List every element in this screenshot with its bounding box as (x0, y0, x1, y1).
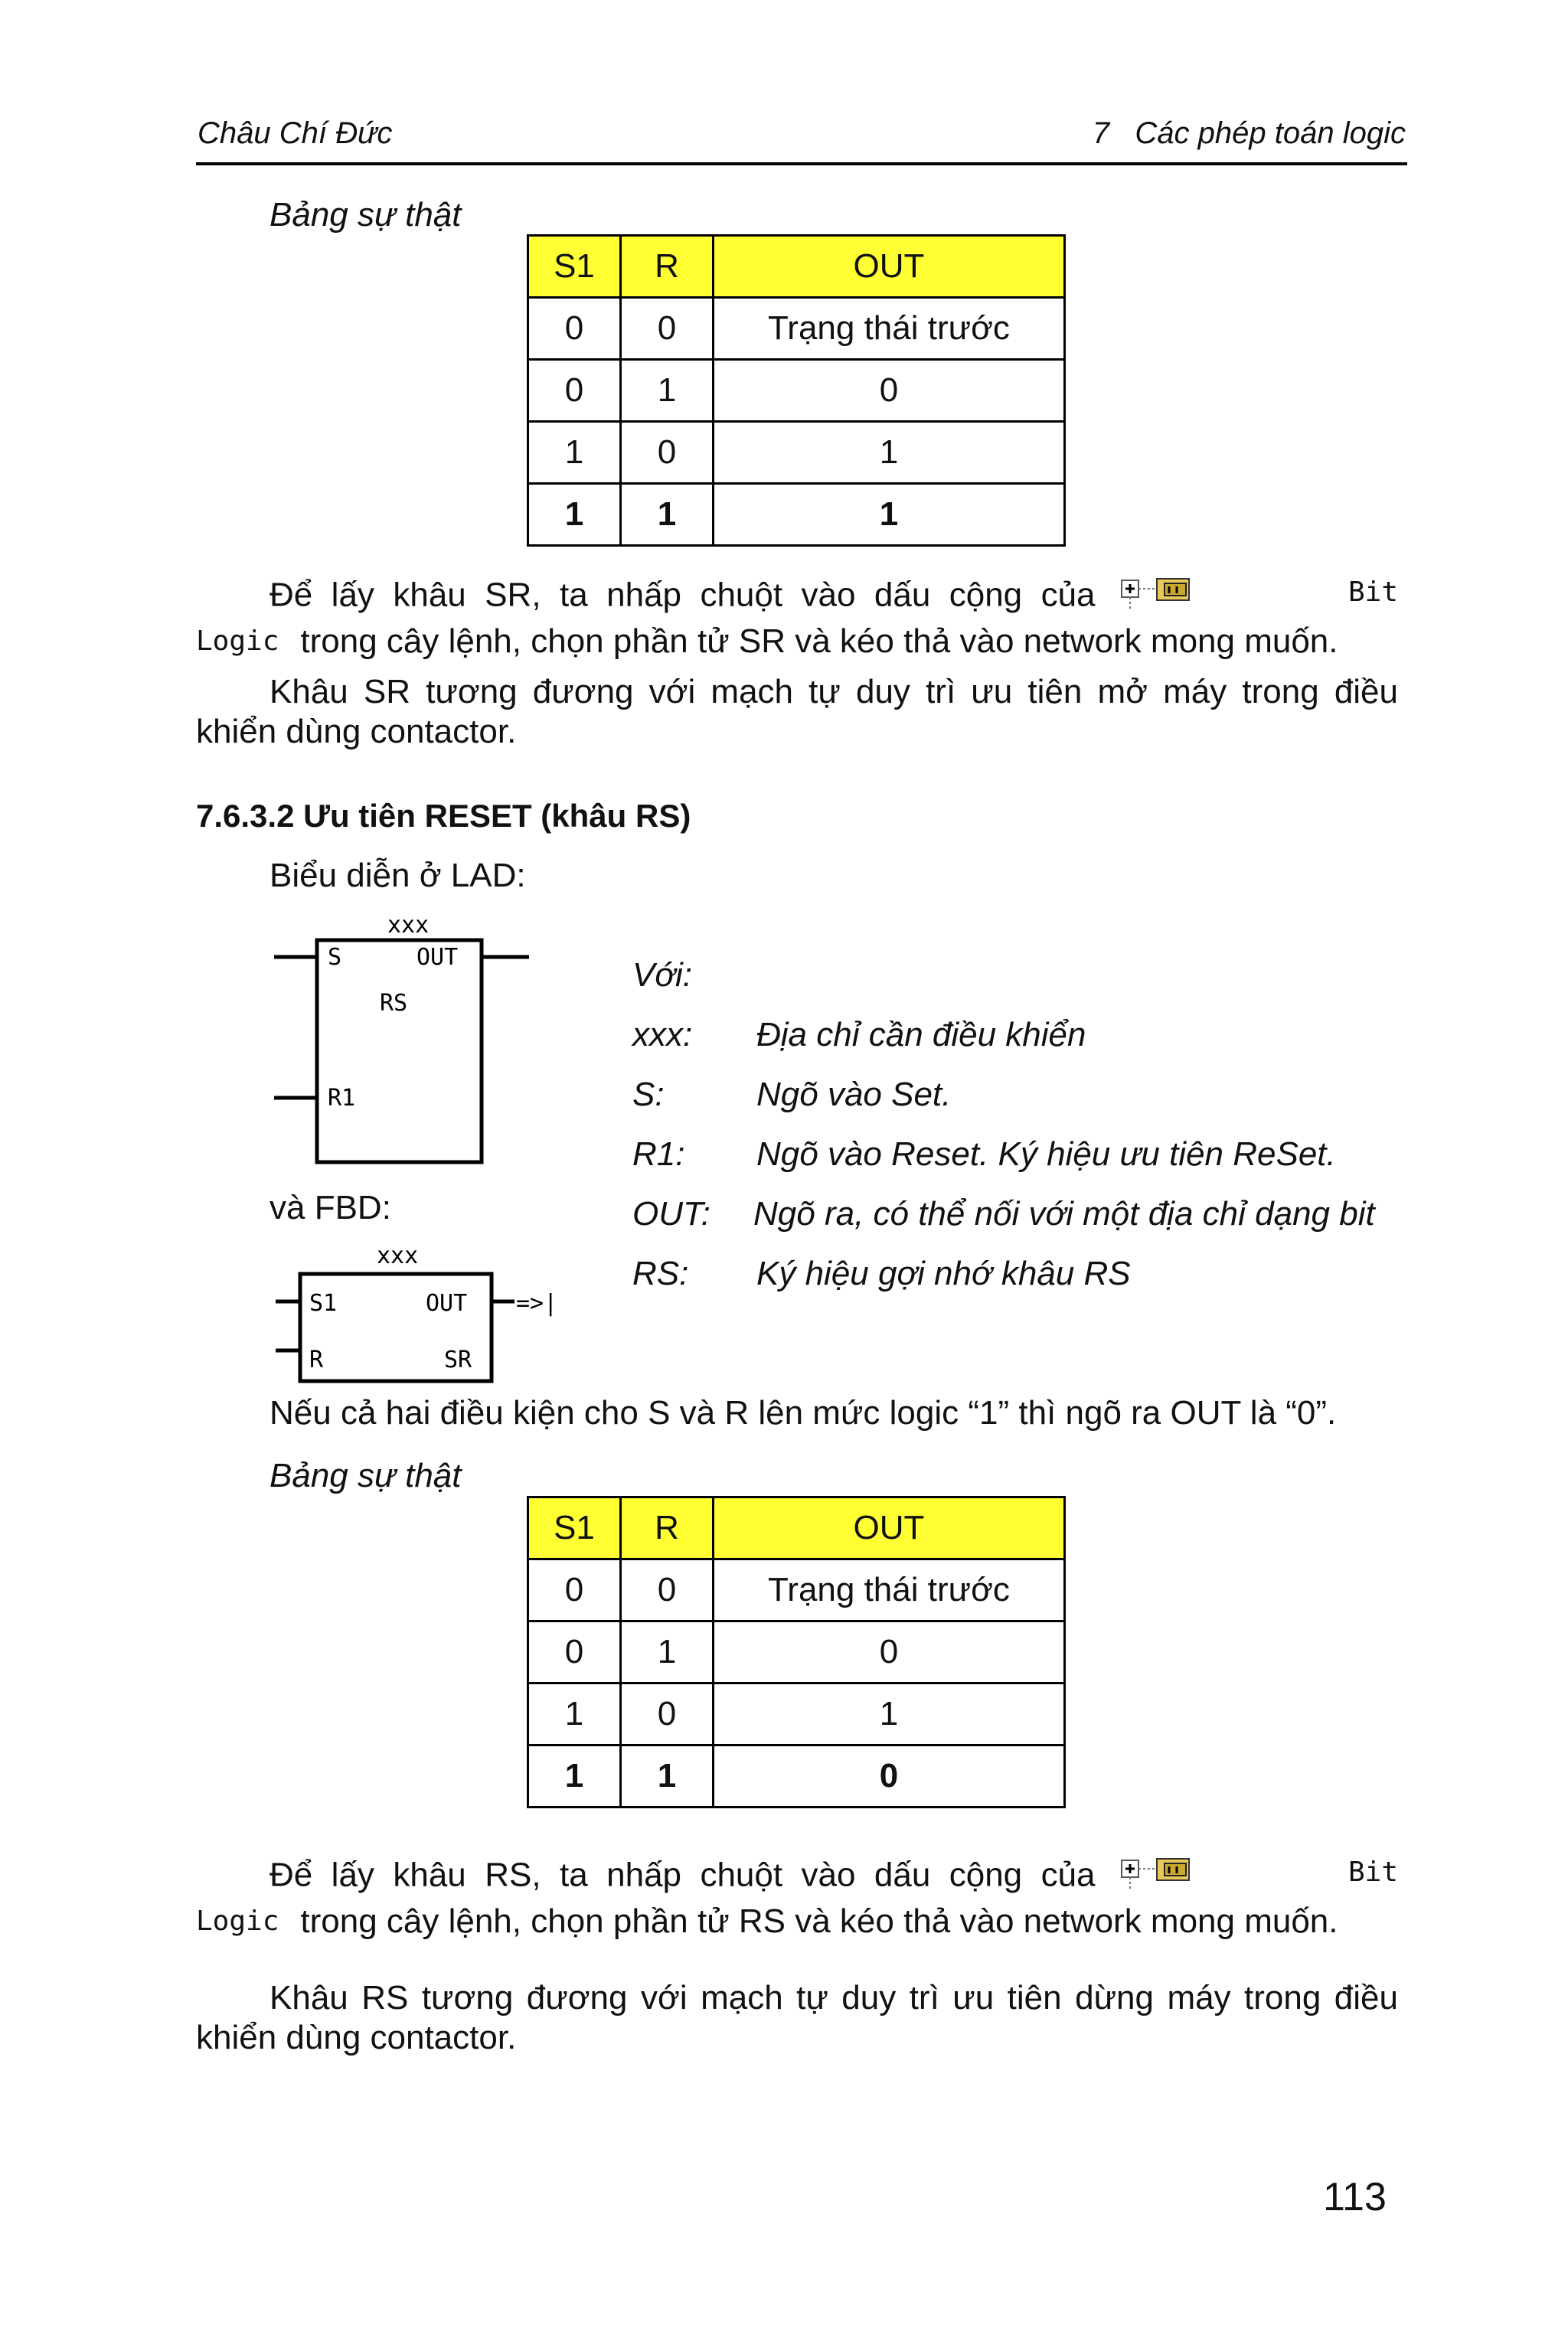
table-row (528, 484, 1065, 546)
legend-value: Ký hiệu gợi nhớ khâu RS (756, 1255, 1131, 1292)
header-cell: R (621, 236, 714, 298)
truth-table-rs (527, 1496, 1066, 1808)
legend-value: Địa chỉ cần điều khiển (756, 1016, 1086, 1053)
fbd-sr-block-diagram (270, 1245, 560, 1387)
legend-value: Ngõ vào Reset. Ký hiệu ưu tiên ReSet. (756, 1135, 1336, 1173)
table-row (528, 422, 1065, 484)
paragraph-sr-equivalent (196, 672, 1398, 752)
table-cell: 0 (714, 1621, 1065, 1683)
table-cell: 1 (528, 484, 621, 546)
legend-item (632, 1194, 1413, 1234)
section-heading: 7.6.3.2 Ưu tiên RESET (khâu RS) (196, 798, 691, 834)
lad-block-box (317, 940, 482, 1162)
table-header-row (528, 1497, 1065, 1559)
table-cell: 1 (714, 484, 1065, 546)
bit-logic-label: Bit Logic (196, 576, 1398, 657)
fbd-r-label: R (309, 1347, 324, 1373)
table-cell: Trạng thái trước (714, 1559, 1065, 1621)
header-divider (196, 162, 1407, 165)
fbd-intro: và FBD: (270, 1189, 391, 1226)
lad-addr-label: xxx (387, 916, 430, 939)
table-cell: 0 (621, 1559, 714, 1621)
table-cell: 1 (621, 1621, 714, 1683)
fbd-output-arrow: =>| (516, 1290, 558, 1317)
table-row (528, 1559, 1065, 1621)
para-text: Để lấy khâu RS, ta nhấp chuột vào dấu cộng của (270, 1856, 1096, 1894)
bit-logic-label: Bit Logic (196, 1857, 1398, 1937)
table-header-row (528, 236, 1065, 298)
legend-value: Ngõ ra, có thể nối với một địa chỉ dạng bit (753, 1195, 1375, 1233)
para-text: Khâu SR tương đương với mạch tự duy trì ưu tiên mở máy trong điều khiển dùng contactor. (196, 673, 1398, 750)
para-text: Để lấy khâu SR, ta nhấp chuột vào dấu cộng của (270, 576, 1096, 614)
plus-folder-icon (1120, 573, 1334, 612)
table-cell: Trạng thái trước (714, 298, 1065, 360)
lad-r1-label: R1 (328, 1085, 356, 1112)
table-cell: 0 (621, 1683, 714, 1745)
legend-key: R1: (632, 1135, 685, 1173)
bit-logic-tree-node[interactable] (1120, 573, 1334, 622)
legend-item (632, 1135, 1413, 1174)
paragraph-rs-equivalent (196, 1978, 1398, 2058)
plus-folder-icon (1120, 1853, 1334, 1892)
table-cell: 0 (621, 422, 714, 484)
table-cell: 1 (621, 1745, 714, 1808)
table-cell: 0 (528, 1559, 621, 1621)
table-cell: 1 (714, 422, 1065, 484)
header-author: Châu Chí Đức (198, 116, 393, 150)
header-cell: S1 (528, 236, 621, 298)
fbd-out-label: OUT (426, 1290, 468, 1317)
header-chapter: 7 Các phép toán logic (1092, 116, 1406, 150)
fbd-sr-label: SR (444, 1347, 472, 1373)
para-text: trong cây lệnh, chọn phần tử SR và kéo thả vào network mong muốn. (300, 622, 1338, 660)
legend-value: Ngõ vào Set. (756, 1076, 952, 1113)
condition-text: Nếu cả hai điều kiện cho S và R lên mức logic “1” thì ngõ ra OUT là “0”. (270, 1394, 1337, 1432)
table1-caption: Bảng sự thật (270, 196, 462, 233)
legend-item (632, 1254, 1413, 1294)
legend-item (632, 1075, 1413, 1115)
header-cell: R (621, 1497, 714, 1559)
table2-caption: Bảng sự thật (270, 1457, 462, 1494)
header-cell: S1 (528, 1497, 621, 1559)
lad-out-label: OUT (416, 944, 459, 971)
table-cell: 1 (528, 422, 621, 484)
legend-key: OUT: (632, 1195, 710, 1233)
table-row (528, 1745, 1065, 1808)
lad-rs-label: RS (380, 990, 408, 1017)
page-number: 113 (1323, 2175, 1387, 2219)
legend-block (632, 955, 1413, 1292)
legend-item (632, 1015, 1413, 1055)
table-cell: 1 (714, 1683, 1065, 1745)
table-cell: 1 (621, 484, 714, 546)
para-text: Khâu RS tương đương với mạch tự duy trì ưu tiên dừng máy trong điều khiển dùng contactor. (196, 1979, 1398, 2056)
table-cell: 0 (528, 360, 621, 422)
paragraph-rs-howto (196, 1853, 1398, 1941)
fbd-s1-label: S1 (309, 1290, 338, 1317)
legend-title: Với: (632, 956, 692, 994)
table-row (528, 298, 1065, 360)
header-cell: OUT (714, 236, 1065, 298)
table-cell: 0 (714, 1745, 1065, 1808)
table-cell: 0 (528, 1621, 621, 1683)
legend-key: S: (632, 1076, 665, 1113)
table-row (528, 1621, 1065, 1683)
table-cell: 1 (621, 360, 714, 422)
lad-s-label: S (328, 944, 342, 971)
table-cell: 1 (528, 1683, 621, 1745)
lad-intro: Biểu diễn ở LAD: (270, 857, 526, 894)
bit-logic-tree-node[interactable] (1120, 1853, 1334, 1902)
table-cell: 0 (714, 360, 1065, 422)
table-row (528, 360, 1065, 422)
table-cell: 0 (621, 298, 714, 360)
table-cell: 1 (528, 1745, 621, 1808)
lad-rs-block-diagram (273, 916, 548, 1176)
legend-key: xxx: (632, 1016, 693, 1053)
table-row (528, 1683, 1065, 1745)
para-text: trong cây lệnh, chọn phần tử RS và kéo thả vào network mong muốn. (300, 1902, 1338, 1940)
fbd-addr-label: xxx (377, 1245, 419, 1269)
legend-key: RS: (632, 1255, 689, 1292)
paragraph-sr-howto (196, 573, 1398, 661)
header-cell: OUT (714, 1497, 1065, 1559)
truth-table-sr (527, 234, 1066, 547)
table-cell: 0 (528, 298, 621, 360)
